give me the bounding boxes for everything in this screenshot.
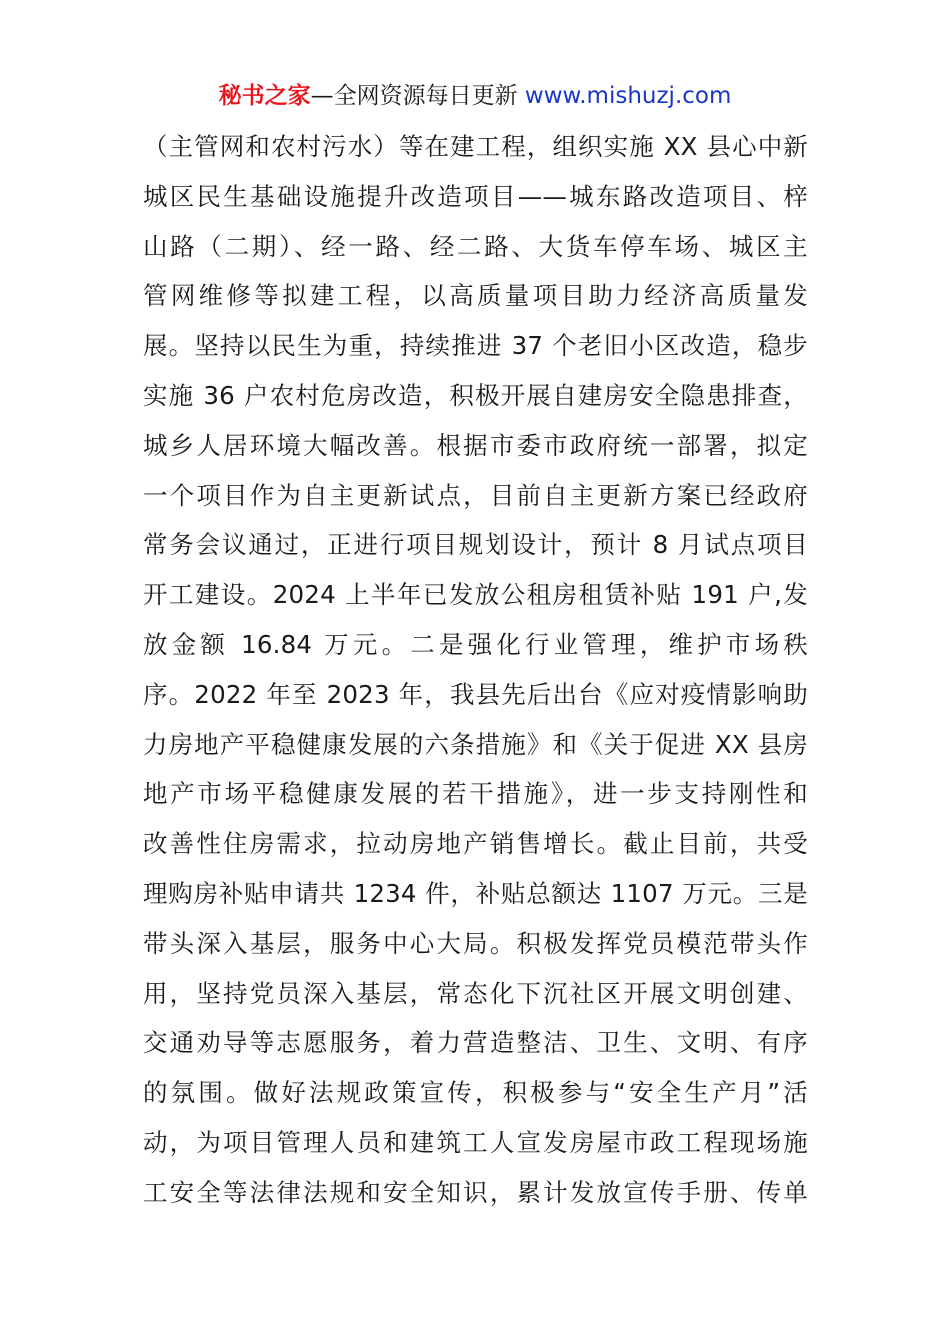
text-line: 开工建设。2024 上半年已发放公租房租赁补贴 191 户,发 xyxy=(143,580,808,610)
text-line: 管网维修等拟建工程，以高质量项目助力经济高质量发 xyxy=(143,281,808,311)
text-line: 放金额 16.84 万元。二是强化行业管理，维护市场秩 xyxy=(143,629,808,659)
text-line: 常务会议通过，正进行项目规划设计，预计 8 月试点项目 xyxy=(143,530,808,560)
page-header xyxy=(0,80,950,112)
text-line: 交通劝导等志愿服务，着力营造整洁、卫生、文明、有序 xyxy=(143,1028,808,1058)
header-slogan: —全网资源每日更新 xyxy=(310,83,525,109)
text-line: 地产市场平稳健康发展的若干措施》，进一步支持刚性和 xyxy=(143,779,808,809)
text-line: 一个项目作为自主更新试点，目前自主更新方案已经政府 xyxy=(143,480,808,510)
site-url-link[interactable]: www.mishuzj.com xyxy=(524,83,732,109)
text-line: 城区民生基础设施提升改造项目——城东路改造项目、梓 xyxy=(143,181,808,211)
text-line: 力房地产平稳健康发展的六条措施》和《关于促进 XX 县房 xyxy=(143,729,808,759)
document-body xyxy=(143,122,808,1218)
text-line: 的氛围。做好法规政策宣传，积极参与“安全生产月”活 xyxy=(143,1078,808,1108)
text-line: 工安全等法律法规和安全知识，累计发放宣传手册、传单 xyxy=(143,1177,808,1207)
text-line: 用，坚持党员深入基层，常态化下沉社区开展文明创建、 xyxy=(143,978,808,1008)
text-line: 序。2022 年至 2023 年，我县先后出台《应对疫情影响助 xyxy=(143,679,808,709)
text-line: （主管网和农村污水）等在建工程，组织实施 XX 县心中新 xyxy=(143,132,808,161)
text-line: 改善性住房需求，拉动房地产销售增长。截止目前，共受 xyxy=(143,829,808,859)
text-line: 展。坚持以民生为重，持续推进 37 个老旧小区改造，稳步 xyxy=(143,331,808,361)
text-line: 动，为项目管理人员和建筑工人宣发房屋市政工程现场施 xyxy=(143,1127,808,1157)
text-line: 山路（二期）、经一路、经二路、大货车停车场、城区主 xyxy=(143,231,808,261)
text-line: 理购房补贴申请共 1234 件，补贴总额达 1107 万元。三是 xyxy=(143,878,808,908)
text-line: 实施 36 户农村危房改造，积极开展自建房安全隐患排查， xyxy=(143,380,808,410)
text-line: 城乡人居环境大幅改善。根据市委市政府统一部署，拟定 xyxy=(143,430,808,460)
text-line: 带头深入基层，服务中心大局。积极发挥党员模范带头作 xyxy=(143,928,808,958)
brand-name: 秘书之家 xyxy=(218,83,311,109)
